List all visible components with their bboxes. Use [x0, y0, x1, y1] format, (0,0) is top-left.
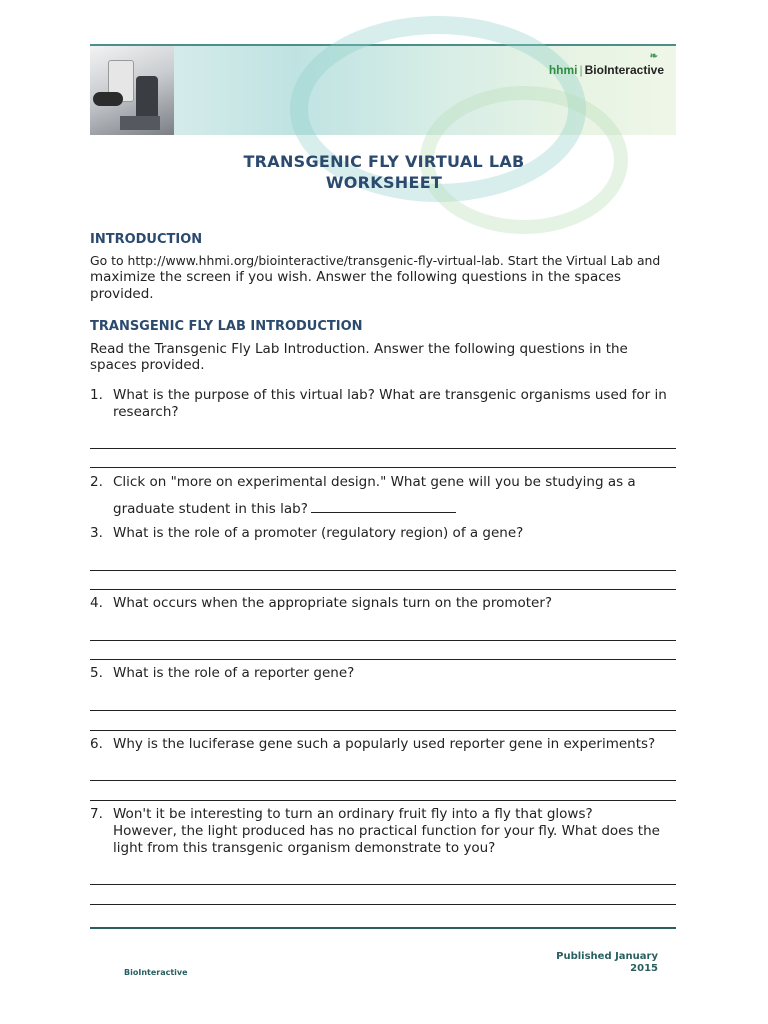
question-2-line2-row	[113, 500, 688, 518]
footer-divider	[90, 927, 676, 929]
question-6-number: 6.	[90, 736, 103, 752]
published-line1: Published January	[556, 951, 658, 962]
lab-intro-text-line1: Read the Transgenic Fly Lab Introduction. Answer the following questions in the	[90, 341, 628, 357]
answer-line-5b[interactable]	[90, 730, 676, 731]
page-title-line2: WORKSHEET	[325, 173, 443, 192]
answer-line-3a[interactable]	[90, 570, 676, 571]
introduction-text-line3: provided.	[90, 286, 154, 302]
question-7-line3: light from this transgenic organism demonstrate to you?	[113, 840, 496, 856]
question-2-line1: Click on "more on experimental design." What gene will you be studying as a	[113, 474, 636, 490]
answer-line-3b[interactable]	[90, 589, 676, 590]
page-title-line1: TRANSGENIC FLY VIRTUAL LAB	[243, 152, 525, 171]
logo-hhmi-text: hhmi	[548, 63, 578, 77]
question-1-number: 1.	[90, 387, 103, 403]
introduction-text-line2: maximize the screen if you wish. Answer the following questions in the spaces	[90, 269, 621, 285]
leaf-icon: ❧	[649, 51, 658, 62]
answer-line-4a[interactable]	[90, 640, 676, 641]
question-3-line1: What is the role of a promoter (regulatory region) of a gene?	[113, 525, 524, 541]
header-banner	[90, 44, 676, 135]
question-7-number: 7.	[90, 806, 103, 822]
question-5-number: 5.	[90, 665, 103, 681]
answer-line-6a[interactable]	[90, 780, 676, 781]
answer-line-1a[interactable]	[90, 448, 676, 449]
logo-separator: |	[579, 63, 583, 77]
question-4-line1: What occurs when the appropriate signals turn on the promoter?	[113, 595, 553, 611]
answer-line-4b[interactable]	[90, 659, 676, 660]
hhmi-biointeractive-logo	[548, 51, 664, 77]
question-6-line1: Why is the luciferase gene such a popularly used reporter gene in experiments?	[113, 736, 656, 752]
answer-line-1b[interactable]	[90, 467, 676, 468]
published-date	[458, 951, 658, 975]
answer-line-7b[interactable]	[90, 904, 676, 905]
logo-biointeractive-text: BioInteractive	[584, 63, 664, 77]
answer-line-7a[interactable]	[90, 884, 676, 885]
footer-cutoff-text: BioInteractive	[124, 968, 188, 977]
introduction-heading: INTRODUCTION	[90, 232, 203, 247]
question-5-line1: What is the role of a reporter gene?	[113, 665, 355, 681]
microscope-image	[90, 46, 174, 135]
question-2-line2: graduate student in this lab?	[113, 501, 308, 517]
question-7-line2: However, the light produced has no practical function for your fly. What does the	[113, 823, 660, 839]
question-3-number: 3.	[90, 525, 103, 541]
lab-intro-text-line2: spaces provided.	[90, 357, 205, 373]
answer-blank-2[interactable]	[311, 500, 456, 513]
question-1-line2: research?	[113, 404, 179, 420]
question-2-number: 2.	[90, 474, 103, 490]
question-1-line1: What is the purpose of this virtual lab? What are transgenic organisms used for in	[113, 387, 667, 403]
published-line2: 2015	[630, 963, 658, 974]
lab-intro-heading: TRANSGENIC FLY LAB INTRODUCTION	[90, 319, 363, 334]
answer-line-5a[interactable]	[90, 710, 676, 711]
question-7-line1: Won't it be interesting to turn an ordinary fruit fly into a fly that glows?	[113, 806, 593, 822]
answer-line-6b[interactable]	[90, 800, 676, 801]
question-4-number: 4.	[90, 595, 103, 611]
introduction-text-line1: Go to http://www.hhmi.org/biointeractive/transgenic-fly-virtual-lab. Start the Virtual Lab and	[90, 253, 661, 268]
